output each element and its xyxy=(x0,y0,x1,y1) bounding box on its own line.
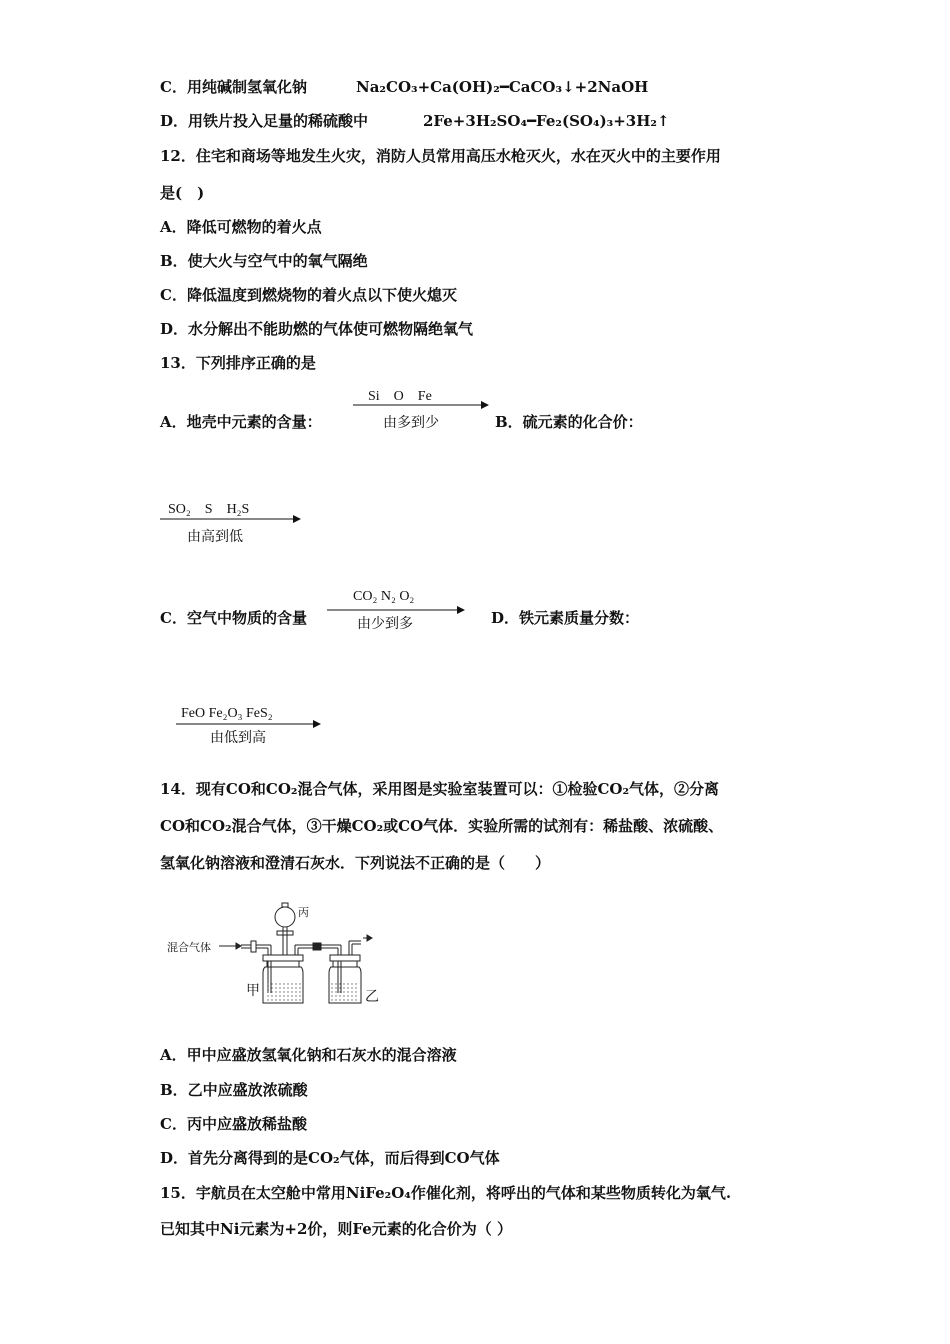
q13-option-d-arrow-diagram xyxy=(176,706,326,754)
q13-b-arrow-top-text: SO₂ S H₂S xyxy=(168,502,250,517)
q14-apparatus-drawing xyxy=(163,895,393,1010)
q12-option-b: B．使大火与空气中的氧气隔绝 xyxy=(160,252,368,270)
q11-option-d-text: D．用铁片投入足量的稀硫酸中 xyxy=(160,112,369,130)
q12-option-d: D．水分解出不能助燃的气体使可燃物隔绝氧气 xyxy=(160,320,474,338)
q14-jia-label: 甲 xyxy=(246,983,260,999)
q11-option-d-equation: 2Fe+3H₂SO₄━Fe₂(SO₄)₃+3H₂↑ xyxy=(423,112,670,130)
q14-stem-line2: CO和CO₂混合气体，③干燥CO₂或CO气体．实验所需的试剂有：稀盐酸、浓硫酸、 xyxy=(160,817,724,835)
q13-a-arrow-line xyxy=(353,400,493,410)
q13-option-c-arrow-diagram xyxy=(327,589,472,637)
q13-option-d-label: D．铁元素质量分数： xyxy=(491,609,640,627)
q13-c-arrow-bottom-text: 由少到多 xyxy=(357,616,413,632)
q13-b-arrow-line xyxy=(160,514,305,524)
q14-apparatus-figure xyxy=(163,895,393,1010)
q13-b-arrow-bottom-text: 由高到低 xyxy=(187,529,243,545)
q14-mixed-gas-label: 混合气体 xyxy=(167,941,211,954)
q13-a-arrow-top-text: Si O Fe xyxy=(368,389,432,404)
q11-option-c-text: C．用纯碱制氢氧化钠 xyxy=(160,78,307,96)
q13-option-a-arrow-diagram xyxy=(353,385,493,433)
q13-c-arrow-top-text: CO₂ N₂ O₂ xyxy=(353,589,415,604)
q14-option-a: A．甲中应盛放氢氧化钠和石灰水的混合溶液 xyxy=(160,1046,457,1064)
q13-option-b-arrow-diagram xyxy=(160,498,305,546)
q12-stem-line1: 12．住宅和商场等地发生火灾，消防人员常用高压水枪灭火，水在灭火中的主要作用 xyxy=(160,147,721,165)
q13-a-arrow-bottom-text: 由多到少 xyxy=(383,415,439,431)
q14-stem-line3: 氢氧化钠溶液和澄清石灰水．下列说法不正确的是（ ） xyxy=(160,854,551,872)
q13-option-b-label: B．硫元素的化合价： xyxy=(495,413,643,431)
q14-yi-label: 乙 xyxy=(365,989,379,1005)
q12-option-a: A．降低可燃物的着火点 xyxy=(160,218,322,236)
q11-option-c-equation: Na₂CO₃+Ca(OH)₂━CaCO₃↓+2NaOH xyxy=(356,78,649,96)
q14-stem-line1: 14．现有CO和CO₂混合气体，采用图是实验室装置可以：①检验CO₂气体，②分离 xyxy=(160,780,720,798)
q13-d-arrow-bottom-text: 由低到高 xyxy=(210,730,266,746)
q13-d-arrow-top-text: FeO Fe₂O₃ FeS₂ xyxy=(181,706,273,721)
q14-option-d: D．首先分离得到的是CO₂气体，而后得到CO气体 xyxy=(160,1149,500,1167)
q13-stem: 13．下列排序正确的是 xyxy=(160,354,316,372)
q13-option-c-label: C．空气中物质的含量 xyxy=(160,609,307,627)
q14-bing-label: 丙 xyxy=(298,906,309,919)
q15-stem-line2: 已知其中Ni元素为+2价，则Fe元素的化合价为（ ） xyxy=(160,1220,513,1238)
q14-option-c: C．丙中应盛放稀盐酸 xyxy=(160,1115,307,1133)
q15-stem-line1: 15．宇航员在太空舱中常用NiFe₂O₄作催化剂，将呼出的气体和某些物质转化为氧气. xyxy=(160,1184,732,1202)
q12-option-c: C．降低温度到燃烧物的着火点以下使火熄灭 xyxy=(160,286,457,304)
q13-option-a-label: A．地壳中元素的含量： xyxy=(160,413,322,431)
q14-option-b: B．乙中应盛放浓硫酸 xyxy=(160,1081,308,1099)
q12-stem-line2: 是( ) xyxy=(160,184,205,202)
